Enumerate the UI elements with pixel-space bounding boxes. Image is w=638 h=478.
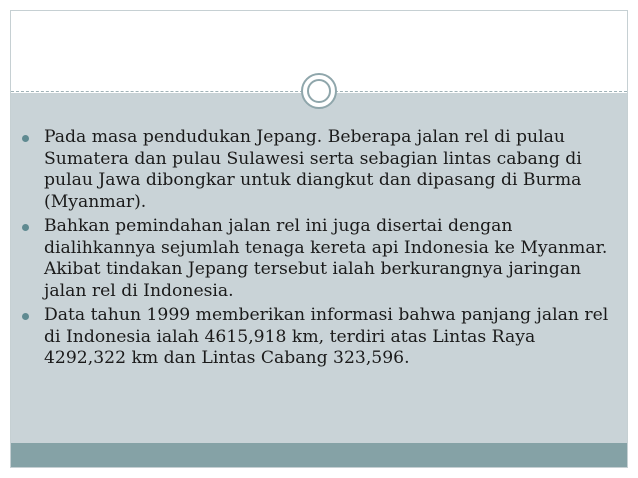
bullet-text: Data tahun 1999 memberikan informasi bahwa panjang jalan rel di Indonesia ialah 4615,918 km, terdiri atas Lintas Raya 4292,322 km dan Lintas Cabang 323,596.: [44, 305, 609, 368]
bullet-item: [18, 305, 618, 370]
bullet-dot-icon: [22, 224, 29, 231]
bullet-dot-icon: [22, 135, 29, 142]
bullet-item: [18, 127, 618, 213]
bullet-list: [18, 127, 618, 373]
double-circle-icon: [301, 73, 337, 109]
bullet-item: [18, 216, 618, 302]
bullet-text: Pada masa pendudukan Jepang. Beberapa jalan rel di pulau Sumatera dan pulau Sulawesi serta sebagian lintas cabang di pulau Jawa dibongkar untuk diangkut dan dipasang di Burma (Myanmar).: [44, 127, 582, 212]
bottom-bar: [11, 443, 627, 467]
bullet-text: Bahkan pemindahan jalan rel ini juga disertai dengan dialihkannya sejumlah tenaga kereta api Indonesia ke Myanmar. Akibat tindakan Jepang tersebut ialah berkurangnya jaringan jalan rel di Indonesia.: [44, 216, 608, 301]
bullet-dot-icon: [22, 313, 29, 320]
